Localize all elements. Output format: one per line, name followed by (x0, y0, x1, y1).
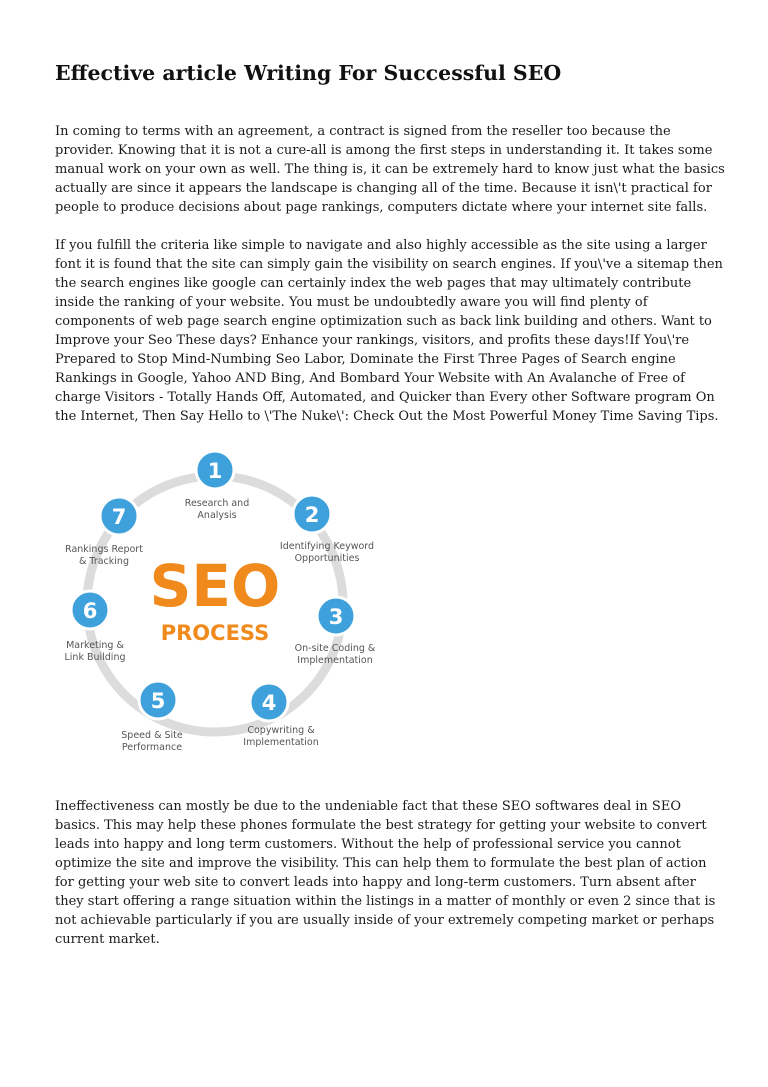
step-1-number: 1 (207, 459, 223, 483)
step-1 (185, 451, 249, 521)
step-4-label-line2: Implementation (243, 737, 319, 748)
step-3-label-line1: On-site Coding & (294, 643, 376, 654)
step-7-label-line2: & Tracking (79, 556, 129, 567)
step-3 (295, 597, 376, 666)
step-2-label-line2: Opportunities (294, 553, 360, 564)
step-3-number: 3 (328, 605, 344, 629)
step-5-label-line2: Performance (121, 742, 183, 753)
seo-process-diagram (55, 446, 395, 761)
step-5-number: 5 (150, 689, 166, 713)
step-5-label-line1: Speed & Site (121, 730, 183, 741)
step-6-label-line1: Marketing & (66, 640, 124, 651)
step-2 (280, 495, 374, 564)
process-subtitle-text: PROCESS (160, 621, 270, 645)
step-6-number: 6 (82, 599, 98, 623)
step-2-number: 2 (304, 503, 320, 527)
step-4-number: 4 (261, 691, 277, 715)
step-5 (121, 681, 183, 753)
page-title: Effective article Writing For Successful SEO (55, 61, 562, 85)
paragraph-2: If you fulfill the criteria like simple to navigate and also highly accessible as the site using a larger font it is found that the site can simply gain the visibility on search engines. If you\'ve a sitemap then the search engines like google can certainly index the web pages that may ultimately contribute inside the ranking of your website. You must be undoubtedly aware you will find plenty of components of web page search engine optimization such as back link building and others. Want to Improve your Seo These days? Enhance your rankings, visitors, and profits these days!If You\'re Prepared to Stop Mind-Numbing Seo Labor, Dominate the First Three Pages of Search engine Rankings in Google, Yahoo AND Bing, And Bombard Your Website with An Avalanche of Free of charge Visitors - Totally Hands Off, Automated, and Quicker than Every other Software program On the Internet, Then Say Hello to \'The Nuke\': Check Out the Most Powerful Money Time Saving Tips. (55, 238, 723, 424)
step-6 (64, 591, 125, 663)
step-1-label-line1: Research and (184, 498, 250, 509)
step-7-label-line1: Rankings Report (65, 544, 143, 555)
step-4-label-line1: Copywriting & (247, 725, 315, 736)
step-3-label-line2: Implementation (297, 655, 373, 666)
step-6-label-line2: Link Building (64, 652, 126, 663)
seo-title-text: SEO (149, 552, 281, 620)
paragraph-3: Ineffectiveness can mostly be due to the undeniable fact that these SEO softwares deal in SEO basics. This may help these phones formulate the best strategy for getting your website to convert leads into happy and long term customers. Without the help of professional service you cannot optimize the site and improve the visibility. This can help them to formulate the best plan of action for getting your web site to convert leads into happy and long-term customers. Turn absent after they start offering a range situation within the listings in a matter of monthly or even 2 since that is not achievable particularly if you are usually inside of your extremely competing market or perhaps current market. (55, 799, 716, 947)
step-7-number: 7 (111, 505, 127, 529)
step-1-label-line2: Analysis (197, 510, 237, 521)
step-2-label-line1: Identifying Keyword (279, 541, 375, 552)
paragraph-1: In coming to terms with an agreement, a contract is signed from the reseller too because the provider. Knowing that it is not a cure-all is among the first steps in understanding it. It takes some manual work on your own as well. The thing is, it can be extremely hard to know just what the basics actually are since it appears the landscape is changing all of the time. Because it isn\'t practical for people to produce decisions about page rankings, computers dictate where your internet site falls. (55, 124, 725, 215)
